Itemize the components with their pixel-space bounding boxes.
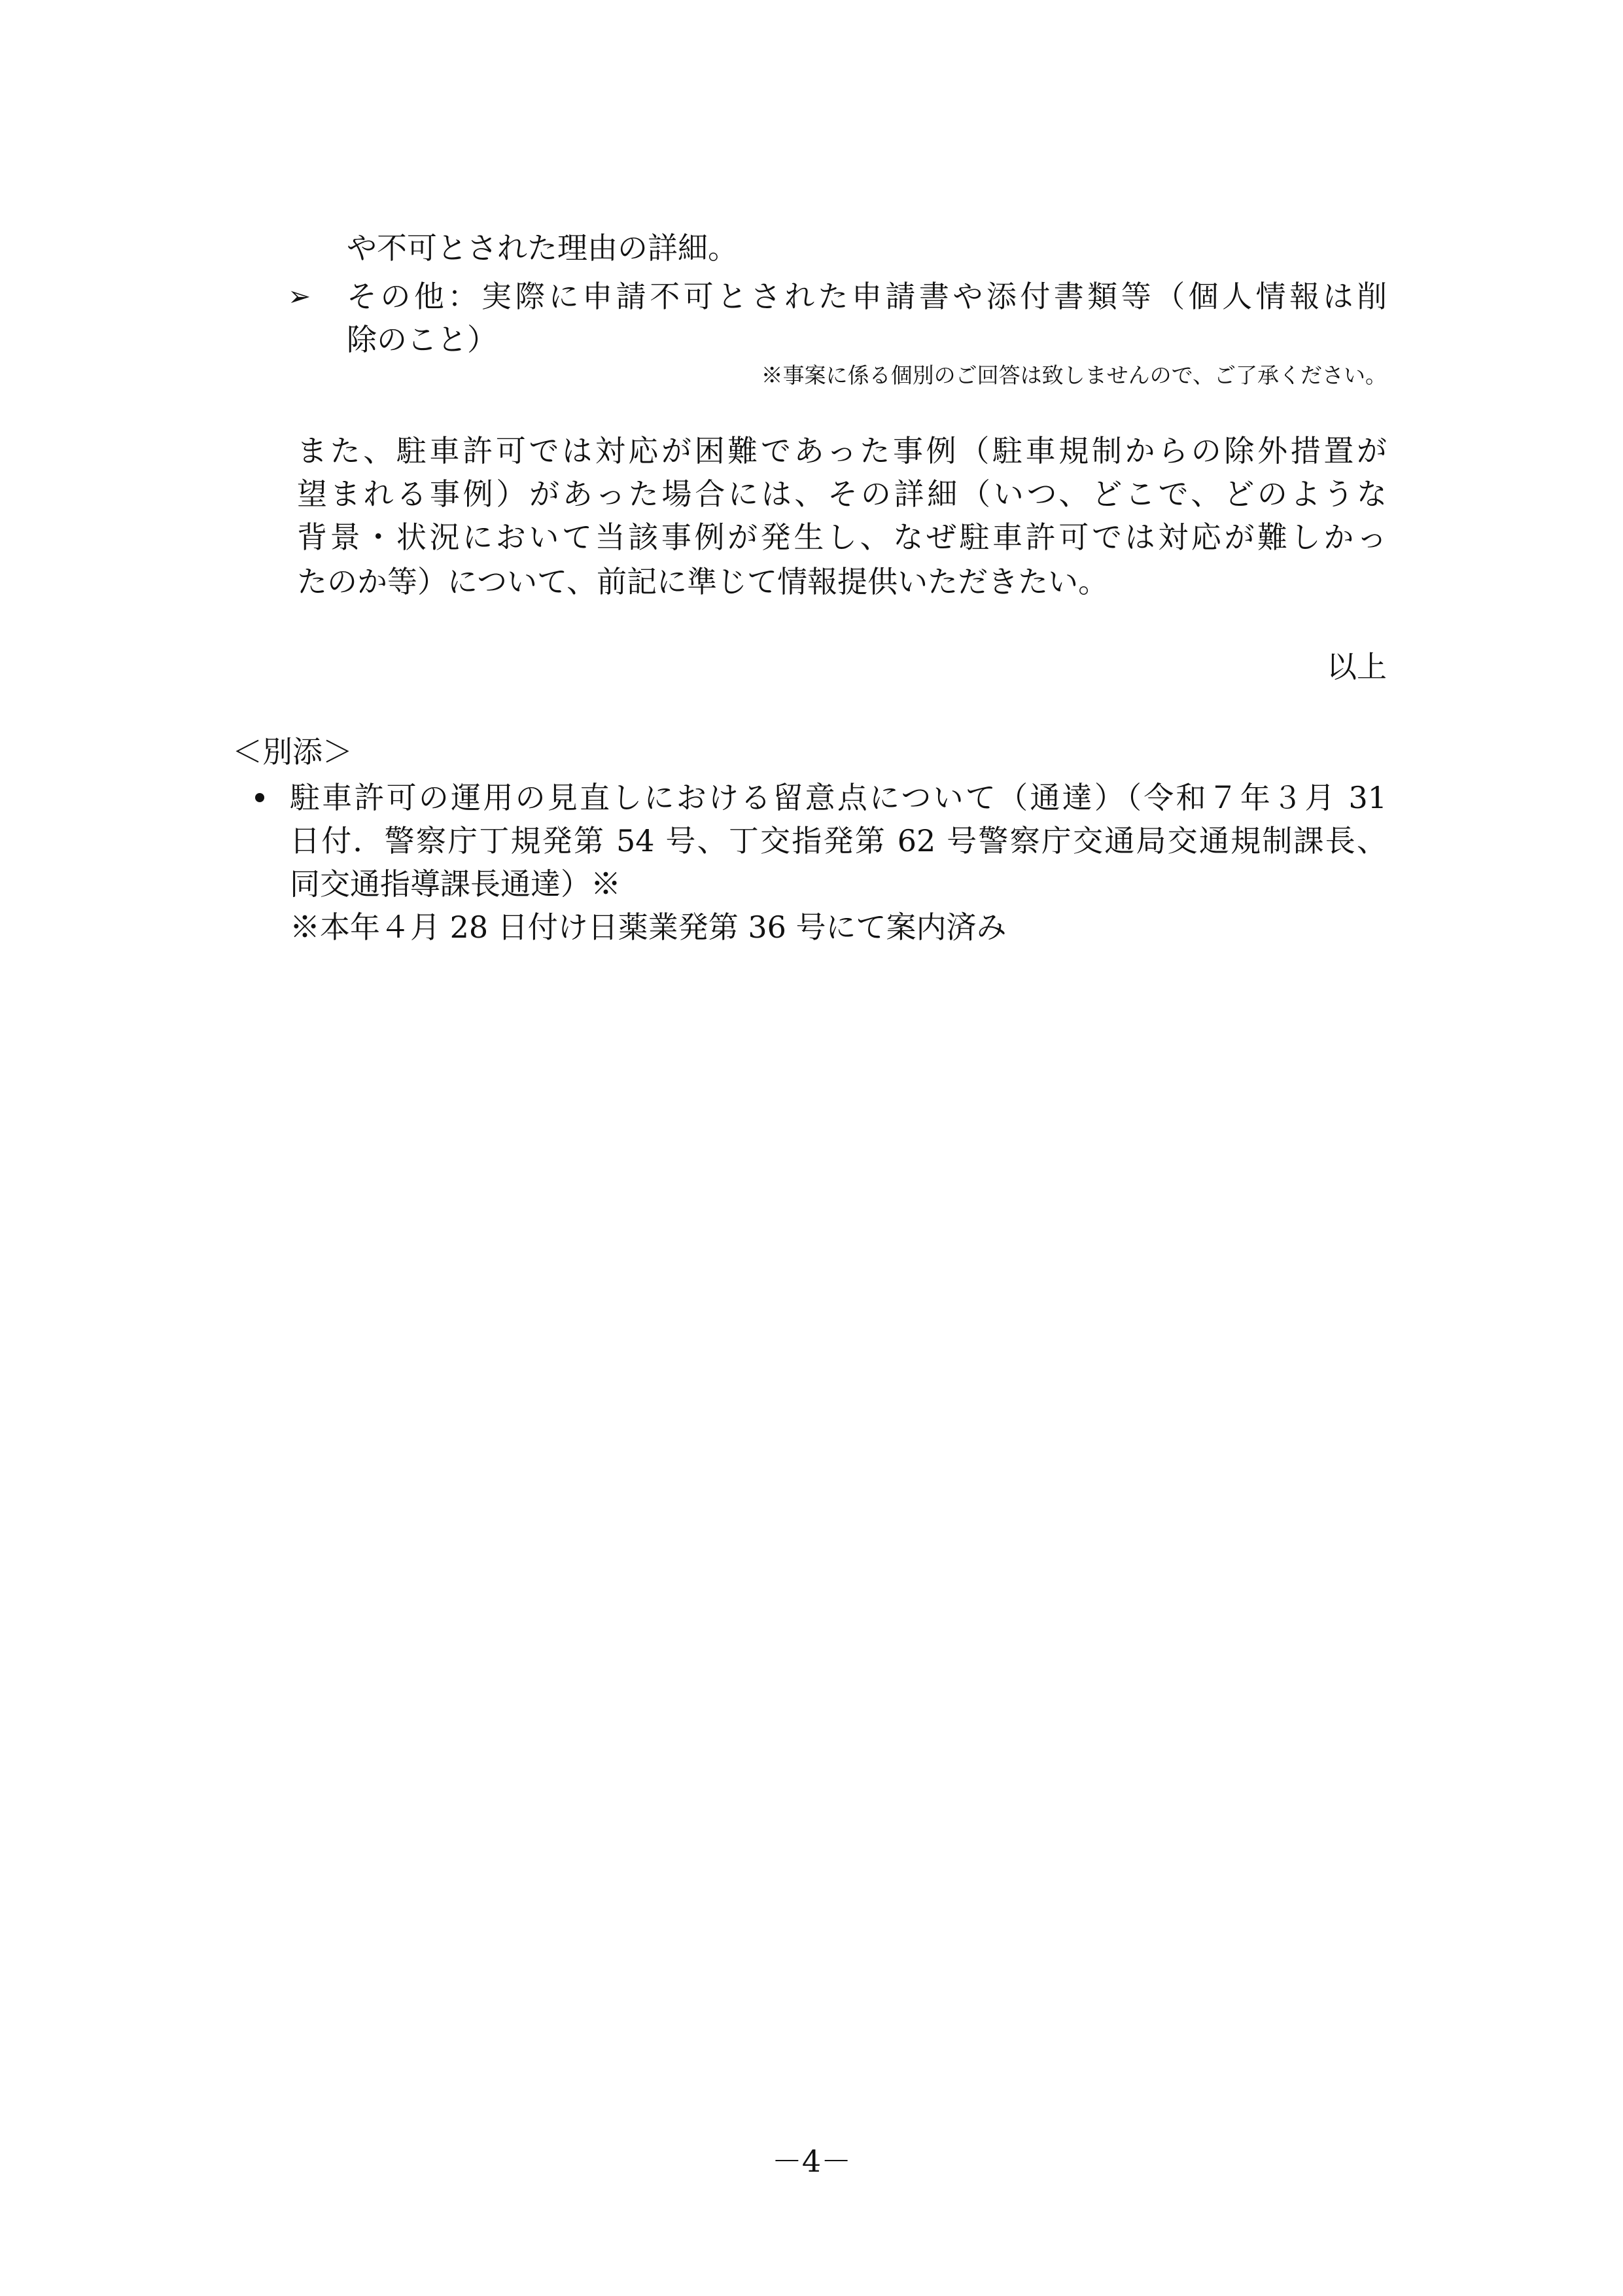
attachment-line-4: ※本年４月 28 日付け日薬業発第 36 号にて案内済み [290,910,1007,945]
bullet-dot-icon [255,793,264,802]
list-continuation-line: や不可とされた理由の詳細。 [347,230,738,266]
paragraph-line-2: 望まれる事例）があった場合には、その詳細（いつ、どこで、どのような [297,476,1387,512]
paragraph-line-3: 背景・状況において当該事例が発生し、なぜ駐車許可では対応が難しかっ [297,520,1387,555]
attachment-line-1: 駐車許可の運用の見直しにおける留意点について（通達）（令和７年３月 31 [290,780,1387,815]
list-item-other-line-1: その他：実際に申請不可とされた申請書や添付書類等（個人情報は削 [347,279,1387,314]
attachment-line-2: 日付．警察庁丁規発第 54 号、丁交指発第 62 号警察庁交通局交通規制課長、 [290,823,1387,858]
attachment-line-3: 同交通指導課長通達）※ [290,866,621,902]
list-item-other-line-2: 除のこと） [347,322,497,357]
paragraph-line-1: また、駐車許可では対応が困難であった事例（駐車規制からの除外措置が [297,433,1387,468]
paragraph-line-4: たのか等）について、前記に準じて情報提供いただきたい。 [297,564,1109,599]
arrow-bullet-icon: ➢ [288,280,311,312]
page-number: －4－ [771,2144,852,2179]
closing-remark: 以上 [1327,649,1387,684]
attachment-heading: ＜別添＞ [232,734,353,769]
disclaimer-note: ※事案に係る個別のご回答は致しませんので、ご了承ください。 [761,362,1387,388]
